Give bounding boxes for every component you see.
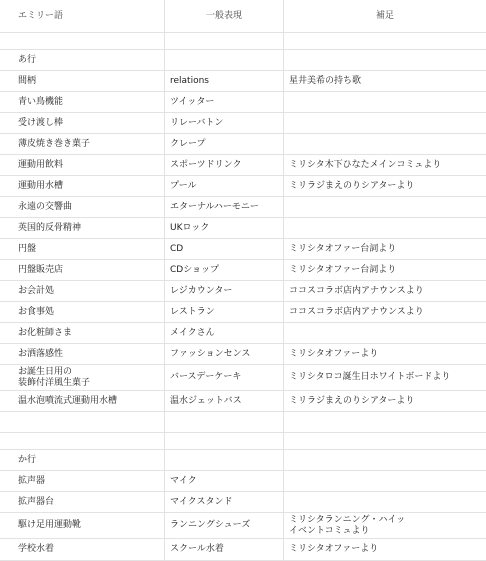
table-cell[interactable] xyxy=(284,433,486,449)
table-row xyxy=(0,155,486,176)
table-cell[interactable]: ツイッター xyxy=(165,92,284,112)
table-cell[interactable]: バースデーケーキ xyxy=(165,365,284,390)
table-row xyxy=(0,134,486,155)
table-cell[interactable]: 青い鳥機能 xyxy=(0,92,165,112)
table-cell[interactable]: あ行 xyxy=(0,50,165,70)
table-cell[interactable] xyxy=(284,33,486,49)
table-cell[interactable]: スポーツドリンク xyxy=(165,155,284,175)
table-cell[interactable] xyxy=(284,412,486,432)
table-cell[interactable] xyxy=(284,492,486,512)
table-cell[interactable] xyxy=(284,197,486,217)
table-cell[interactable]: 受け渡し棒 xyxy=(0,113,165,133)
table-row xyxy=(0,391,486,412)
header-cell[interactable]: エミリー語 xyxy=(0,0,165,32)
table-cell[interactable]: レジカウンター xyxy=(165,281,284,301)
table-cell[interactable]: ファッションセンス xyxy=(165,344,284,364)
table-cell[interactable]: お誕生日用の 装飾付洋風生菓子 xyxy=(0,365,165,390)
table-cell[interactable]: マイク xyxy=(165,471,284,491)
table-row xyxy=(0,50,486,71)
header-row xyxy=(0,0,486,33)
table-row xyxy=(0,365,486,391)
table-row xyxy=(0,302,486,323)
table-row xyxy=(0,281,486,302)
table-cell[interactable] xyxy=(284,134,486,154)
table-cell[interactable]: 円盤 xyxy=(0,239,165,259)
table-row xyxy=(0,513,486,539)
table-cell[interactable]: エターナルハーモニー xyxy=(165,197,284,217)
table-cell[interactable] xyxy=(165,50,284,70)
table-cell[interactable]: ミリラジまえのりシアターより xyxy=(289,395,415,406)
table-cell[interactable]: 拡声器台 xyxy=(0,492,165,512)
table-cell[interactable] xyxy=(0,433,165,449)
table-cell[interactable] xyxy=(284,218,486,238)
table-cell[interactable]: スクール水着 xyxy=(165,539,284,560)
table-row xyxy=(0,539,486,561)
table-row xyxy=(0,433,486,450)
table-row xyxy=(0,176,486,197)
table-cell[interactable]: か行 xyxy=(0,450,165,470)
table-cell[interactable]: ミリシタ木下ひなたメインコミュより xyxy=(289,159,442,170)
table-row xyxy=(0,71,486,92)
table-cell[interactable]: 永遠の交響曲 xyxy=(0,197,165,217)
table-cell[interactable]: 温水泡噴流式運動用水槽 xyxy=(0,391,165,411)
table-cell[interactable]: CDショップ xyxy=(165,260,284,280)
table-cell[interactable]: プール xyxy=(165,176,284,196)
table-row xyxy=(0,492,486,513)
table-cell[interactable]: relations xyxy=(165,71,284,91)
table-row xyxy=(0,113,486,134)
header-cell[interactable]: 一般表現 xyxy=(165,0,284,32)
table-cell[interactable]: 拡声器 xyxy=(0,471,165,491)
table-cell[interactable]: 円盤販売店 xyxy=(0,260,165,280)
table-row xyxy=(0,323,486,344)
table-cell[interactable] xyxy=(284,471,486,491)
table-cell[interactable] xyxy=(284,50,486,70)
table-cell[interactable]: UKロック xyxy=(165,218,284,238)
table-cell[interactable]: ココスコラボ店内アナウンスより xyxy=(289,285,424,296)
table-cell[interactable]: 運動用水槽 xyxy=(0,176,165,196)
table-cell[interactable]: リレーバトン xyxy=(165,113,284,133)
table-cell[interactable]: ランニングシューズ xyxy=(165,513,284,538)
table-row xyxy=(0,218,486,239)
table-cell[interactable] xyxy=(284,92,486,112)
table-cell[interactable]: ミリシタオファーより xyxy=(289,544,379,554)
table-cell[interactable]: メイクさん xyxy=(165,323,284,343)
table-cell[interactable] xyxy=(284,113,486,133)
table-cell[interactable] xyxy=(284,450,486,470)
table-cell[interactable] xyxy=(0,412,165,432)
table-cell[interactable]: 学校水着 xyxy=(0,539,165,560)
table-cell[interactable]: 温水ジェットバス xyxy=(165,391,284,411)
table-cell[interactable] xyxy=(165,433,284,449)
table-cell[interactable] xyxy=(165,412,284,432)
table-cell[interactable]: 星井美希の持ち歌 xyxy=(289,75,362,86)
table-row xyxy=(0,92,486,113)
table-cell[interactable]: マイクスタンド xyxy=(165,492,284,512)
table-row xyxy=(0,450,486,471)
header-cell[interactable]: 補足 xyxy=(375,10,394,21)
table-cell[interactable] xyxy=(165,33,284,49)
table-cell[interactable]: ココスコラボ店内アナウンスより xyxy=(289,306,424,317)
table-row xyxy=(0,260,486,281)
table-row xyxy=(0,344,486,365)
table-body xyxy=(0,33,486,561)
table-cell[interactable]: ミリラジまえのりシアターより xyxy=(289,180,415,191)
table-cell[interactable] xyxy=(165,450,284,470)
table-row xyxy=(0,412,486,433)
table-cell[interactable]: お化粧師さま xyxy=(0,323,165,343)
table-cell[interactable]: レストラン xyxy=(165,302,284,322)
table-cell[interactable]: 英国的反骨精神 xyxy=(0,218,165,238)
table-cell[interactable]: お食事処 xyxy=(0,302,165,322)
table-cell[interactable]: 運動用飲料 xyxy=(0,155,165,175)
table-row xyxy=(0,471,486,492)
table-cell[interactable]: お洒落感性 xyxy=(0,344,165,364)
table-cell[interactable]: ミリシタオファー台詞より xyxy=(289,243,397,254)
table-cell[interactable]: ミリシタオファーより xyxy=(289,348,379,359)
table-cell[interactable]: ミリシタオファー台詞より xyxy=(289,264,397,275)
table-cell[interactable]: 間柄 xyxy=(0,71,165,91)
table-cell[interactable]: ミリシタランニング・ハイッ イベントコミュより xyxy=(289,514,406,536)
table-row xyxy=(0,33,486,50)
table-cell[interactable]: ミリシタロコ誕生日ホワイトボードより xyxy=(289,372,451,382)
table-row xyxy=(0,239,486,260)
table-cell[interactable] xyxy=(284,323,486,343)
table-cell[interactable]: 薄皮焼き巻き菓子 xyxy=(0,134,165,154)
table-cell[interactable]: お会計処 xyxy=(0,281,165,301)
table-cell[interactable]: 駆け足用運動靴 xyxy=(0,513,165,538)
table-cell[interactable] xyxy=(0,33,165,49)
table-row xyxy=(0,197,486,218)
table-cell[interactable]: クレープ xyxy=(165,134,284,154)
table-cell[interactable]: CD xyxy=(165,239,284,259)
